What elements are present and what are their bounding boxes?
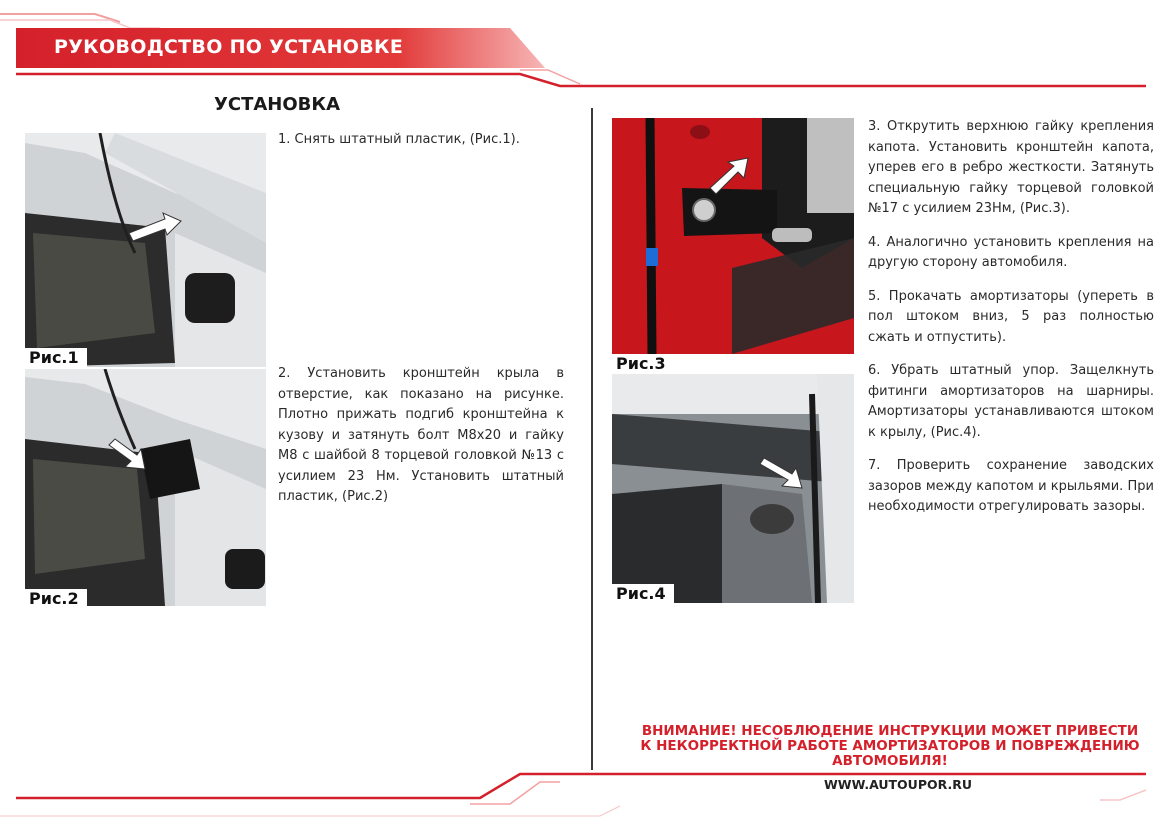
website-link[interactable]: WWW.AUTOUPOR.RU <box>824 777 973 792</box>
step-4: 4. Аналогично установить крепления на другую сторону автомобиля. <box>868 234 1154 270</box>
step-2: 2. Установить кронштейн крыла в отверстие, как показано на рисунке. Плотно прижать подгиб кронштейна к кузову и затянуть болт М8х20 и гайку М8 с шайбой 8 торцевой головкой №13 с усилием 23 Нм. Установить штатный пластик, (Рис.2) <box>278 366 564 504</box>
figure-1-label: Рис.1 <box>25 348 87 368</box>
step-7: 7. Проверить сохранение заводских зазоров между капотом и крыльями. При необходимости отрегулировать зазоры. <box>868 458 1154 514</box>
section-title: УСТАНОВКА <box>214 94 341 115</box>
figure-2-label: Рис.2 <box>25 589 87 609</box>
step-5: 5. Прокачать амортизаторы (упереть в пол штоком вниз, 5 раз полностью сжать и отпустить). <box>868 288 1154 345</box>
header-title: РУКОВОДСТВО ПО УСТАНОВКЕ <box>54 36 404 58</box>
steps-right-column <box>868 117 1154 531</box>
step-3: 3. Открутить верхнюю гайку крепления капота. Установить кронштейн капота, уперев его в ребро жесткости. Затянуть специальную гайку торцевой головкой №17 с усилием 23Нм, (Рис.3). <box>868 119 1154 216</box>
step-1: 1. Снять штатный пластик, (Рис.1). <box>278 132 520 147</box>
column-divider <box>591 108 593 770</box>
warning-text: ВНИМАНИЕ! НЕСОБЛЮДЕНИЕ ИНСТРУКЦИИ МОЖЕТ ПРИВЕСТИ К НЕКОРРЕКТНОЙ РАБОТЕ АМОРТИЗАТОРОВ И ПОВРЕЖДЕНИЮ АВТОМОБИЛЯ! <box>640 723 1140 769</box>
figure-4-label: Рис.4 <box>612 584 674 604</box>
figure-4-photo <box>612 374 854 603</box>
figure-3-photo <box>612 118 854 354</box>
footer-lines <box>0 760 1161 833</box>
step-1-text <box>278 130 564 164</box>
figure-2-photo <box>25 369 266 606</box>
step-2-text <box>278 364 564 521</box>
figure-1-photo <box>25 133 266 367</box>
step-6: 6. Убрать штатный упор. Защелкнуть фитинги амортизаторов на шарниры. Амортизаторы устанавливаются штоком к крылу, (Рис.4). <box>868 363 1154 440</box>
figure-3-label: Рис.3 <box>612 354 674 374</box>
